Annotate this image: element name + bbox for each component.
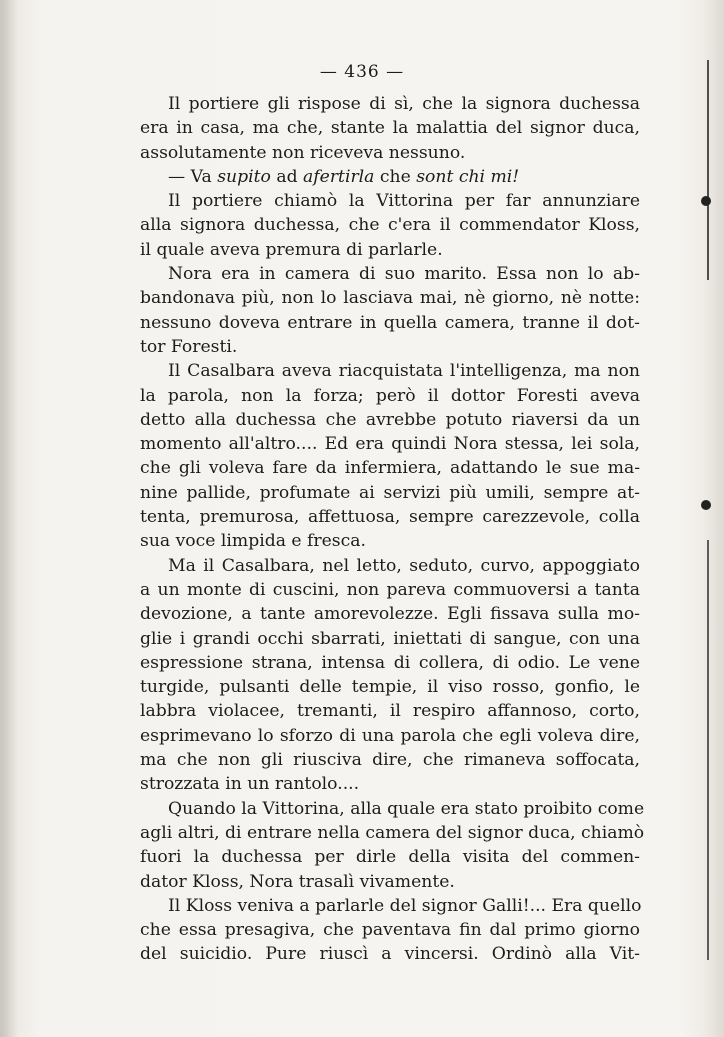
text-line: Nora era in camera di suo marito. Essa non lo ab-	[168, 264, 640, 285]
page-gutter-shadow	[0, 0, 18, 1037]
body-text	[140, 92, 645, 967]
text-span: ad	[270, 166, 304, 187]
text-line: tor Foresti.	[140, 336, 238, 357]
italic-phrase: supito	[217, 166, 271, 187]
text-line	[140, 165, 640, 189]
text-line: dator Kloss, Nora trasalì vivamente.	[140, 871, 455, 892]
text-span: che	[374, 166, 417, 187]
text-line: a un monte di cuscini, non pareva commuoversi a tanta	[140, 579, 640, 600]
text-line: bandonava più, non lo lasciava mai, nè giorno, nè notte:	[140, 288, 640, 309]
binding-mark	[701, 500, 711, 510]
text-line: Quando la Vittorina, alla quale era stato proibito come	[168, 798, 645, 819]
text-line: ma che non gli riusciva dire, che rimaneva soffocata,	[140, 750, 640, 771]
text-line: espressione strana, intensa di collera, di odio. Le vene	[140, 652, 640, 673]
text-line: che gli voleva fare da infermiera, adattando le sue ma-	[140, 458, 640, 479]
page-number: — 436 —	[319, 62, 405, 82]
text-line: Ma il Casalbara, nel letto, seduto, curvo, appoggiato	[168, 555, 640, 576]
italic-phrase: afertirla	[303, 166, 375, 187]
italic-phrase: sont chi mi!	[416, 166, 520, 187]
text-line: devozione, a tante amorevolezze. Egli fissava sulla mo-	[140, 604, 640, 625]
text-line: tenta, premurosa, affettuosa, sempre carezzevole, colla	[140, 507, 640, 528]
text-span: — Va	[168, 166, 218, 187]
text-line: Il Casalbara aveva riacquistata l'intelligenza, ma non	[168, 361, 640, 382]
text-line: assolutamente non riceveva nessuno.	[140, 142, 466, 163]
text-line: glie i grandi occhi sbarrati, iniettati di sangue, con una	[140, 628, 640, 649]
text-line: che essa presagiva, che paventava fin dal primo giorno	[140, 920, 640, 941]
text-line: Il portiere gli rispose di sì, che la signora duchessa	[168, 94, 640, 114]
text-line: nessuno doveva entrare in quella camera, tranne il dot-	[140, 312, 640, 333]
text-line: turgide, pulsanti delle tempie, il viso rosso, gonfio, le	[140, 677, 640, 698]
text-line: la parola, non la forza; però il dottor Foresti aveva	[140, 385, 640, 406]
text-line: del suicidio. Pure riuscì a vincersi. Ordinò alla Vit-	[140, 944, 640, 965]
text-line: agli altri, di entrare nella camera del signor duca, chiamò	[140, 822, 645, 843]
text-line: era in casa, ma che, stante la malattia del signor duca,	[140, 118, 640, 139]
text-line: il quale aveva premura di parlarle.	[140, 239, 443, 260]
text-line: strozzata in un rantolo....	[140, 774, 360, 795]
text-line: esprimevano lo sforzo di una parola che egli voleva dire,	[140, 725, 640, 746]
text-line: Il portiere chiamò la Vittorina per far annunziare	[168, 191, 640, 212]
text-line: fuori la duchessa per dirle della visita del commen-	[140, 847, 640, 868]
text-line: nine pallide, profumate ai servizi più umili, sempre at-	[140, 482, 640, 503]
text-line: Il Kloss veniva a parlarle del signor Galli!... Era quello	[168, 895, 642, 916]
binding-mark	[701, 196, 711, 206]
text-line: labbra violacee, tremanti, il respiro affannoso, corto,	[140, 701, 640, 722]
text-line: alla signora duchessa, che c'era il commendator Kloss,	[140, 215, 640, 236]
text-line: momento all'altro.... Ed era quindi Nora stessa, lei sola,	[140, 434, 640, 455]
text-line: sua voce limpida e fresca.	[140, 531, 366, 552]
text-line: detto alla duchessa che avrebbe potuto riaversi da un	[140, 409, 640, 430]
